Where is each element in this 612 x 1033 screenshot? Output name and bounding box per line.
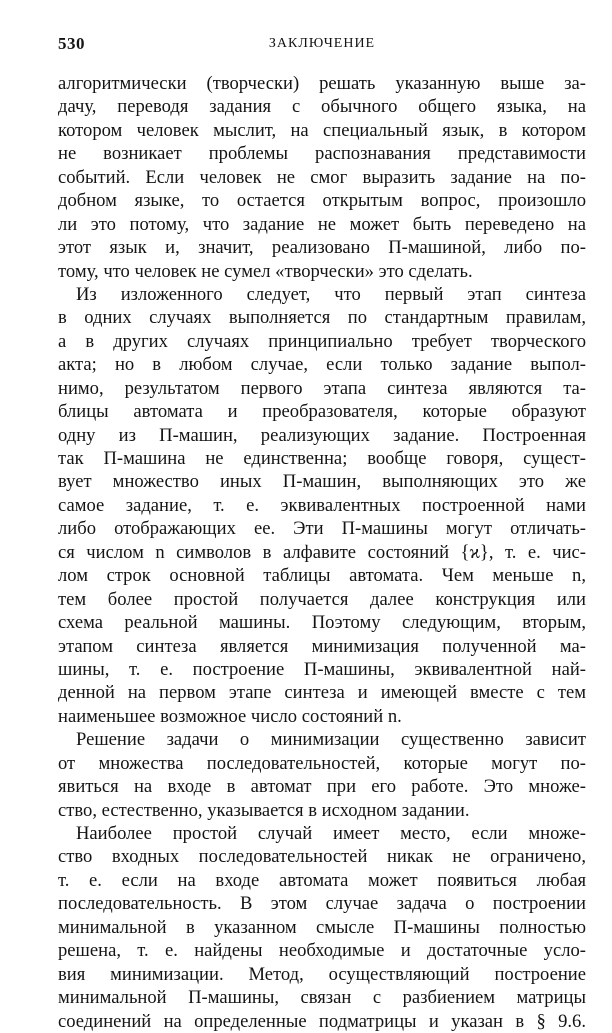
text-line: одну из П-машин, реализующих задание. Построенная [58,424,586,446]
text-line: этот язык и, значит, реализовано П-машиной, либо по- [58,237,586,259]
text-line: лом строк основной таблицы автомата. Чем меньше n, [58,565,586,587]
text-line: соединений на определенные подматрицы и указан в § 9.6. [58,1010,586,1032]
text-line: блицы автомата и преобразователя, которые образуют [58,401,586,423]
text-line: алгоритмически (творчески) решать указанную выше за- [58,73,586,94]
running-head [58,34,586,56]
text-line: самое задание, т. е. эквивалентных построенной нами [58,494,586,516]
text-line: не возникает проблемы распознавания представимости [58,143,586,165]
paragraph [58,283,586,728]
text-line: ство входных последовательностей никак не ограничено, [58,846,586,868]
text-line: тому, что человек не сумел «творчески» это сделать. [58,260,473,282]
text-line: денной на первом этапе синтеза и имеющей вместе с тем [58,682,586,704]
text-line: Наиболее простой случай имеет место, если множе- [76,823,586,844]
text-line: событий. Если человек не смог выразить задание на по- [58,166,586,188]
page-number: 530 [58,34,85,53]
paragraph [58,72,586,283]
text-line: Из изложенного следует, что первый этап синтеза [76,283,586,305]
text-line: ли это потому, что задание не может быть переведено на [58,213,586,235]
text-line: схема реальной машины. Поэтому следующим, вторым, [58,612,586,634]
text-line: добном языке, то остается открытым вопрос, произошло [58,190,586,212]
text-line: вия минимизации. Метод, осуществляющий построение [58,963,586,985]
paragraph [58,728,586,822]
text-line: Решение задачи о минимизации существенно зависит [76,729,586,751]
text-line: последовательность. В этом случае задача о построении [58,893,586,915]
text-line: ся числом n символов в алфавите состояний {ϰ}, т. е. чис- [58,541,586,563]
text-line: а в других случаях принципиально требует творческого [58,330,586,352]
text-line: дачу, переводя задания с обычного общего языка, на [58,96,586,118]
text-line: вует множество иных П-машин, выполняющих это же [58,471,586,493]
paragraph [58,822,586,1033]
text-line: нимо, результатом первого этапа синтеза являются та- [58,377,586,399]
text-line: акта; но в любом случае, если только задание выпол- [58,354,586,376]
text-line: минимальной П-машины, связан с разбиением матрицы [58,987,586,1009]
text-line: т. е. если на входе автомата может появиться любая [58,869,586,891]
text-line: либо отображающих ее. Эти П-машины могут отличать- [58,518,586,540]
chapter-title: ЗАКЛЮЧЕНИЕ [268,36,376,51]
text-line: явиться на входе в автомат при его работе. Это множе- [58,776,586,798]
text-line: в одних случаях выполняется по стандартным правилам, [58,307,586,329]
text-line: от множества последовательностей, которые могут по- [58,752,586,774]
text-line: этапом синтеза является минимизация полученной ма- [58,635,586,657]
text-line: котором человек мыслит, на специальный язык, в котором [58,119,586,141]
text-line: ство, естественно, указывается в исходном задании. [58,799,470,821]
text-line: минимальной в указанном смысле П-машины полностью [58,916,586,938]
text-line: шины, т. е. построение П-машины, эквивалентной най- [58,658,586,680]
body-text [58,72,586,1033]
text-line: решена, т. е. найдены необходимые и достаточные усло- [58,940,586,962]
text-line: тем более простой получается далее конструкция или [58,588,586,610]
text-line: наименьшее возможное число состояний n. [58,705,402,727]
text-line: так П-машина не единственна; вообще говоря, сущест- [58,448,586,469]
